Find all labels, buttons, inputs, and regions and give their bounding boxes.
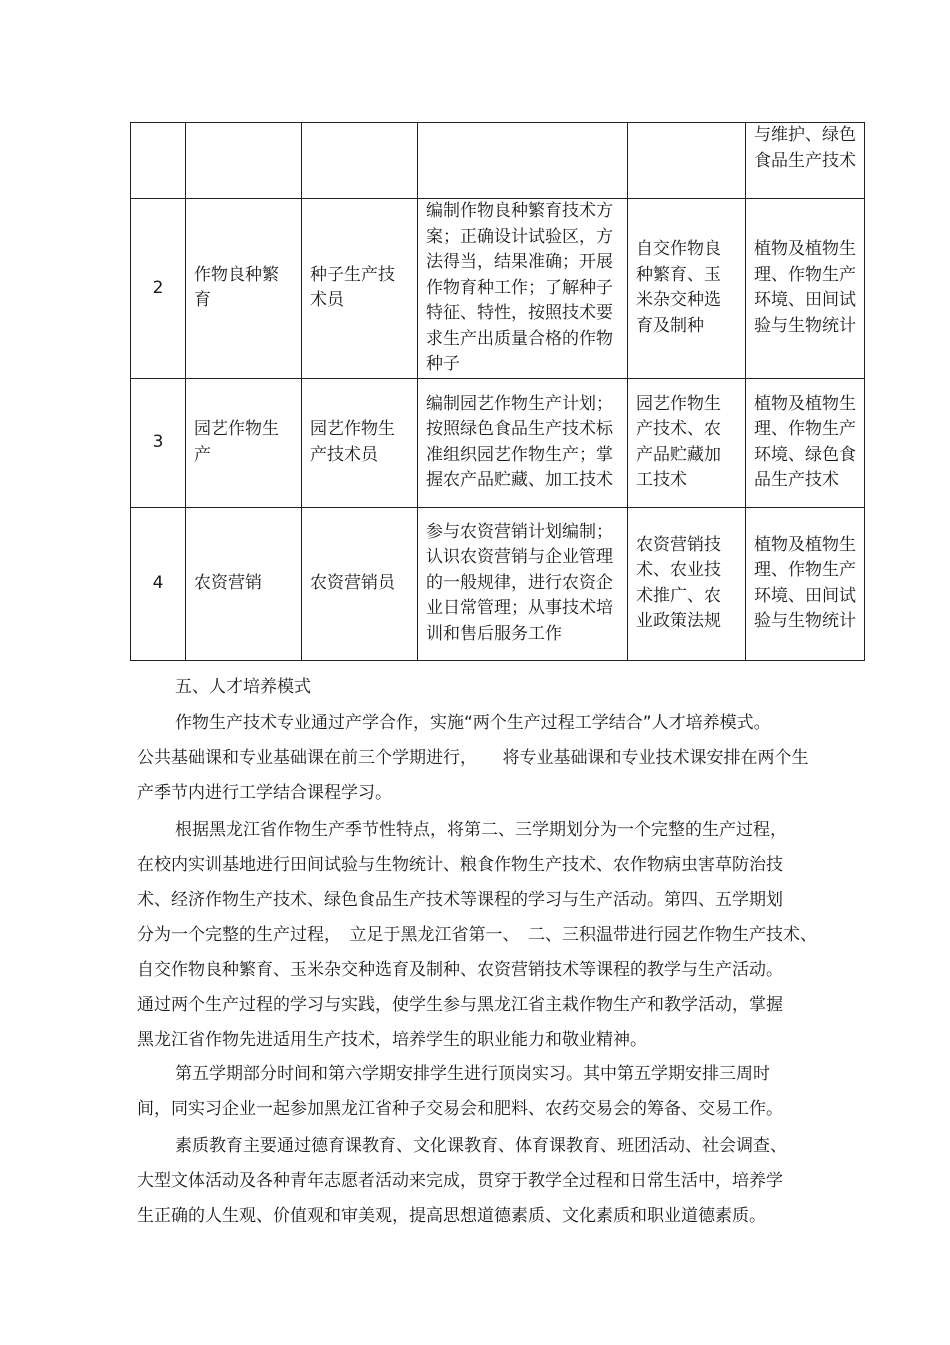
direction-cell: 作物良种繁育: [186, 199, 302, 379]
direction-cell: [186, 123, 302, 199]
ability-cell: 编制园艺作物生产计划；按照绿色食品生产技术标准组织园艺作物生产；掌握农产品贮藏、加工技术: [418, 378, 628, 507]
core-course-cell: 自交作物良种繁育、玉米杂交种选育及制种: [628, 199, 746, 379]
post-cell: 园艺作物生产技术员: [302, 378, 418, 507]
basis-course-cell: 植物及植物生理、作物生产环境、田间试验与生物统计: [746, 199, 865, 379]
ability-cell: 编制作物良种繁育技术方案；正确设计试验区，方法得当，结果准确；开展作物育种工作；了解种子特征、特性，按照技术要求生产出质量合格的作物种子: [418, 199, 628, 379]
talent-direction-table: [130, 122, 865, 661]
row-number: [131, 123, 186, 199]
post-cell: 农资营销员: [302, 507, 418, 660]
table-row: [131, 199, 865, 379]
basis-course-cell: 与维护、绿色食品生产技术: [746, 123, 865, 199]
paragraph-seasonal: 根据黑龙江省作物生产季节性特点，将第二、三学期划分为一个完整的生产过程， 在校内实训基地进行田间试验与生物统计、粮食作物生产技术、农作物病虫害草防治技 术、经济作物生产技术、绿色食品生产技术等课程的学习与生产活动。第四、五学期划 分为一个完整的生产过程， 立足于黑龙江省第一、 二、三积温带进行园艺作物生产技术、 自交作物良种繁育、玉米杂交种选育及制种、农资营销技术等课程的教学与生产活动。 通过两个生产过程的学习与实践，使学生参与黑龙江省主栽作物生产和教学活动，掌握 黑龙江省作物先进适用生产技术，培养学生的职业能力和敬业精神。: [137, 820, 817, 1050]
basis-course-cell: 植物及植物生理、作物生产环境、田间试验与生物统计: [746, 507, 865, 660]
row-number: 2: [131, 199, 186, 379]
basis-course-cell: 植物及植物生理、作物生产环境、绿色食品生产技术: [746, 378, 865, 507]
table-row: [131, 123, 865, 199]
direction-cell: 农资营销: [186, 507, 302, 660]
paragraph-internship: 第五学期部分时间和第六学期安排学生进行顶岗实习。其中第五学期安排三周时 间，同实习企业一起参加黑龙江省种子交易会和肥料、农药交易会的筹备、交易工作。: [137, 1064, 783, 1119]
row-number: 3: [131, 378, 186, 507]
table-row: [131, 378, 865, 507]
direction-cell: 园艺作物生产: [186, 378, 302, 507]
post-cell: 种子生产技术员: [302, 199, 418, 379]
core-course-cell: 园艺作物生产技术、农产品贮藏加工技术: [628, 378, 746, 507]
paragraph-quality: 素质教育主要通过德育课教育、文化课教育、体育课教育、班团活动、社会调查、 大型文体活动及各种青年志愿者活动来完成，贯穿于教学全过程和日常生活中，培养学 生正确的人生观、价值观和审美观，提高思想道德素质、文化素质和职业道德素质。: [137, 1136, 787, 1226]
core-course-cell: 农资营销技术、农业技术推广、农业政策法规: [628, 507, 746, 660]
post-cell: [302, 123, 418, 199]
paragraph-model: 作物生产技术专业通过产学合作，实施“两个生产过程工学结合”人才培养模式。 公共基础课和专业基础课在前三个学期进行， 将专业基础课和专业技术课安排在两个生 产季节内进行工学结合课程学习。: [137, 713, 809, 803]
section-heading: 五、人才培养模式: [175, 677, 311, 697]
ability-cell: [418, 123, 628, 199]
core-course-cell: [628, 123, 746, 199]
row-number: 4: [131, 507, 186, 660]
table-row: [131, 507, 865, 660]
ability-cell: 参与农资营销计划编制；认识农资营销与企业管理的一般规律，进行农资企业日常管理；从事技术培训和售后服务工作: [418, 507, 628, 660]
